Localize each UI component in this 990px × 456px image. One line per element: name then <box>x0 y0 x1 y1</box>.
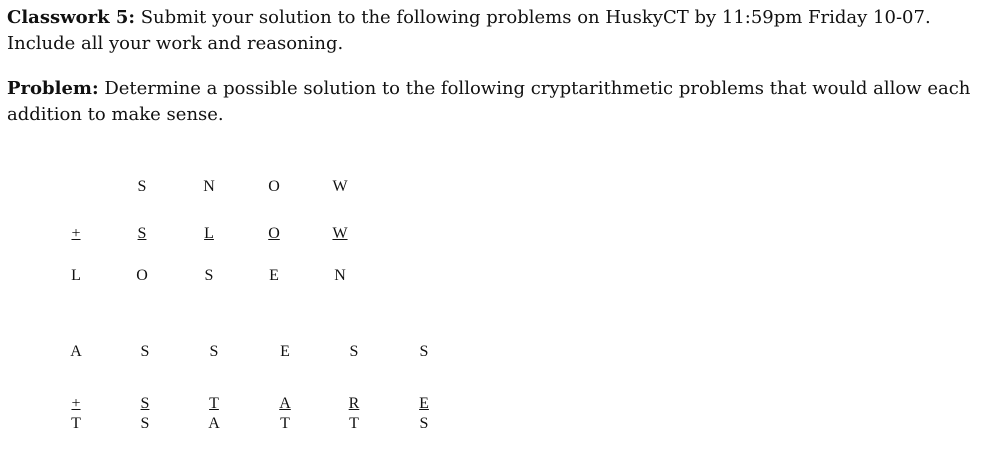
puzzle1-cell: W <box>332 225 348 242</box>
puzzle2-cell: E <box>419 395 429 412</box>
puzzle2-cell: T <box>71 415 81 432</box>
puzzle2-cell: S <box>209 343 219 360</box>
puzzle2-cell: A <box>70 343 82 360</box>
puzzle2-cell: S <box>349 343 359 360</box>
puzzle1-cell: E <box>269 267 279 284</box>
puzzle1-cell: O <box>268 225 280 242</box>
puzzle2-cell: S <box>419 415 429 432</box>
puzzle1-cell: L <box>204 225 214 242</box>
puzzle1-cell: W <box>332 178 348 195</box>
puzzle1-cell: O <box>268 178 280 195</box>
puzzle1-cell: N <box>334 267 346 284</box>
puzzle2-cell: A <box>208 415 220 432</box>
plus-sign: + <box>71 225 81 242</box>
problem-text-line2: addition to make sense. <box>7 104 224 125</box>
puzzle1-cell: N <box>203 178 215 195</box>
puzzle2-cell: A <box>279 395 291 412</box>
puzzle1-cell: S <box>137 225 147 242</box>
classwork-text: Submit your solution to the following problems on HuskyCT by 11:59pm Friday 10-07. <box>135 7 931 28</box>
puzzle1-cell: L <box>71 267 81 284</box>
plus-sign: + <box>71 395 81 412</box>
puzzle2-cell: S <box>140 415 150 432</box>
problem-text: Determine a possible solution to the following cryptarithmetic problems that would allow each <box>98 78 971 99</box>
puzzle2-cell: E <box>280 343 290 360</box>
puzzle2-cell: S <box>140 395 150 412</box>
puzzle2-cell: R <box>348 395 360 412</box>
puzzle1-cell: S <box>204 267 214 284</box>
classwork-text-line2: Include all your work and reasoning. <box>7 33 344 54</box>
puzzle2-cell: T <box>280 415 290 432</box>
puzzle2-cell: T <box>349 415 359 432</box>
problem-label: Problem: <box>7 78 99 99</box>
classwork-label: Classwork 5: <box>7 7 135 28</box>
puzzle2-cell: S <box>419 343 429 360</box>
puzzle2-cell: S <box>140 343 150 360</box>
puzzle1-cell: O <box>136 267 148 284</box>
puzzle1-cell: S <box>137 178 147 195</box>
puzzle2-cell: T <box>209 395 219 412</box>
